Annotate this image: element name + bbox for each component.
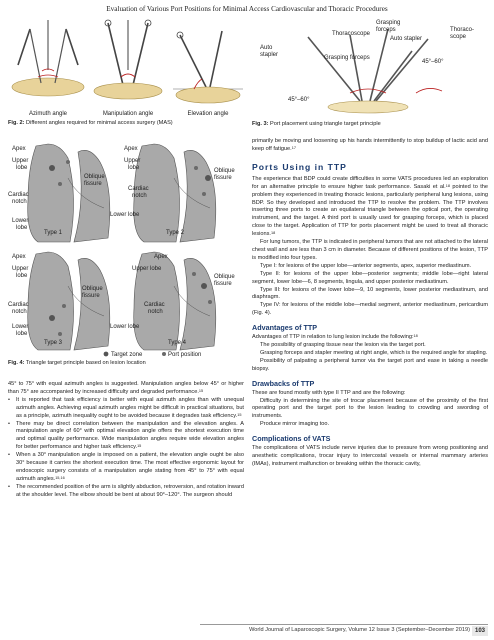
angle-right-label: 45°–60° <box>422 59 444 65</box>
lung-type1-left <box>28 144 74 242</box>
auto-stapler-label: Auto stapler <box>390 36 423 42</box>
legend-port-position-label: Port position <box>168 352 202 358</box>
paragraph-adv-3: Grasping forceps and stapler meeting at right angle, which is the required angle for stapling. <box>260 349 488 356</box>
figure-4 <box>8 138 244 374</box>
port-type2-b <box>202 192 206 196</box>
label-lowerlobe-1: lobe <box>16 225 28 231</box>
label-type2: Type 2 <box>166 230 185 236</box>
figure-2 <box>8 15 248 131</box>
label-fissure-1: fissure <box>84 181 102 187</box>
legend-target-zone-label: Target zone <box>111 352 143 358</box>
elevation-angle-panel <box>173 31 243 103</box>
target-zone-type1 <box>49 165 55 171</box>
port-type1-a <box>66 160 70 164</box>
left-bullets <box>8 397 244 500</box>
paragraph-draw-1: These are found mostly with type II TTP and are the following: <box>252 389 406 396</box>
port-type1-b <box>58 182 62 186</box>
bullet-item: • There may be direct correlation between the manipulation and the elevation angles. A manipulation angle of 60° with optimal elevation angle offers the shortest execution time and optimal quality performance. Wide manipulation angles require wide elevation angles for better performance and higher task efficiency.$^{15}$ <box>8 421 244 453</box>
label-notch-2: notch <box>132 193 147 199</box>
forceps-label: forceps <box>376 27 396 33</box>
angle-bottom-label: 45°–60° <box>288 97 310 103</box>
paragraph-adv-2: The possibility of grasping tissue near the lesion via the target port. <box>260 342 426 349</box>
figure-2-caption: Fig. 2: Different angles required for minimal access surgery (MAS) <box>8 120 173 126</box>
azimuth-angle-panel <box>12 20 84 96</box>
heading-complications: Complications of VATS <box>252 434 331 444</box>
label-fissure-3: fissure <box>82 293 100 299</box>
label-apex-3: Apex <box>12 254 26 260</box>
paragraph-adv-1: Advantages of TTP in relation to lung lesion include the following:$^{18}$ <box>252 334 418 341</box>
label-upper-3: Upper <box>12 266 29 272</box>
label-cardiac-3: Cardiac <box>8 302 29 308</box>
label-fissure-4: fissure <box>214 281 232 287</box>
label-upper-1: Upper <box>12 158 29 164</box>
bullet-item: • It is reported that task efficiency is better with equal azimuth angles than with unequal azimuth angles. Achieving equal azimuth angles might be difficult in practical situations, but as a principle, azimuth inequality ought to be avoided because it degrades task efficiency.$^{15}$ <box>8 397 244 421</box>
heading-drawbacks: Drawbacks of TTP <box>252 378 315 388</box>
paragraph-type3: Type III: for lesions of the lower lobe—9, 10 segments, lower posterior mediastinum, and diaphragm. <box>252 286 488 301</box>
label-lowerlobe-2: Lower lobe <box>110 212 140 218</box>
label-notch-3: notch <box>12 309 27 315</box>
stapler-label: stapler <box>260 52 279 58</box>
figure-4-illustration <box>8 138 244 360</box>
figure-2-illustration <box>8 15 248 119</box>
label-oblique-4: Oblique <box>214 274 235 280</box>
label-oblique-1: Oblique <box>84 174 105 180</box>
bullet-item: • When a 30° manipulation angle is imposed on a patient, the elevation angle ought be also 30° because it carries the shortest execution time. The most effective ergonomic layout for endoscopic surgery consists of a manipulation angle stating from 45° to 75° with equal azimuth angles.$^{15,16}$ <box>8 452 244 484</box>
right-column <box>252 138 488 469</box>
auto-label: Auto <box>260 45 273 51</box>
label-apex-2: Apex <box>124 146 138 152</box>
port-type4-a <box>192 272 196 276</box>
left-column <box>8 381 244 500</box>
label-lobe-3: lobe <box>16 273 28 279</box>
paragraph-draw-3: Produce mirror imaging too. <box>260 421 330 428</box>
grasping-label: Grasping <box>376 20 401 26</box>
label-notch-1: notch <box>12 199 27 205</box>
lung-type2-right <box>180 150 216 242</box>
journal-citation: World Journal of Laparoscopic Surgery, Volume 12 Issue 3 (September–December 2019) <box>249 627 470 633</box>
running-header: Evaluation of Various Port Positions for Minimal Access Cardiovascular and Thoracic Procedures <box>106 5 388 13</box>
scope-label: scope <box>450 34 467 40</box>
label-lowerlobe-3: lobe <box>16 331 28 337</box>
lung-type1-right <box>74 150 110 242</box>
figure-4-caption: Fig. 4: Triangle target principle based on lesion location <box>8 360 146 366</box>
label-lobe-1: lobe <box>16 165 28 171</box>
label-upperlobe-4: Upper lobe <box>132 266 162 272</box>
paragraph-type2: Type II: for lesions of the upper lobe—posterior segments; middle lobe—right lateral segment, lower lobe—6, 8 segments, lingula, and upper posterior mediastinum. <box>252 270 488 285</box>
figure-3-illustration <box>252 15 488 119</box>
label-upper-2: Upper <box>124 158 141 164</box>
label-lower-3: Lower <box>12 324 29 330</box>
target-zone-type3 <box>49 315 55 321</box>
section-heading-ports-ttp: Ports Using in TTP <box>252 161 347 172</box>
figure-3 <box>252 15 488 133</box>
label-type4: Type 4 <box>168 340 187 346</box>
label-lower-1: Lower <box>12 218 29 224</box>
heading-advantages: Advantages of TTP <box>252 323 318 333</box>
lung-type4-right <box>180 258 216 350</box>
manipulation-angle-panel <box>94 20 162 99</box>
thoracoscope-label: Thoracoscope <box>332 31 371 37</box>
label-apex-1: Apex <box>12 146 26 152</box>
port-type2-a <box>194 166 198 170</box>
bullet-item: • The recommended position of the arm is slightly abduction, retroversion, and rotation inward at the shoulder level. The elbow should be bent at about 90°–120°. The surgeon should <box>8 484 244 500</box>
figure-3-caption: Fig. 3: Port placement using triangle target principle <box>252 121 381 127</box>
left-intro: 45° to 75° with equal azimuth angles is suggested. Manipulation angles below 45° or higher than 75° are accompanied by increased difficulty and degraded performance.$^{15}$ <box>8 381 244 395</box>
legend-port-position-icon <box>162 352 166 356</box>
legend-target-zone-icon <box>104 352 109 357</box>
elevation-angle-label: Elevation angle <box>187 111 229 117</box>
label-oblique-2: Oblique <box>214 168 235 174</box>
grasping-forceps-label: Grasping forceps <box>324 55 370 61</box>
manipulation-angle-label: Manipulation angle <box>102 111 154 117</box>
paragraph-draw-2: Difficulty in determining the site of trocar placement because of the proximity of the first operating port and the target port to the lesion leading to crowding and swording of instruments. <box>252 397 488 420</box>
label-cardiac-2: Cardiac <box>128 186 149 192</box>
azimuth-angle-label: Azimuth angle <box>28 111 68 117</box>
paragraph-ttp-2: For lung tumors, the TTP is indicated in peripheral tumors that are not attached to the lateral chest wall and are less than 3 cm in diameter. Because of different positions of the lesion, TTP is modified into four types. <box>252 239 488 261</box>
target-zone-type4 <box>201 283 207 289</box>
label-fissure-2: fissure <box>214 175 232 181</box>
paragraph-adv-4: Possibility of palpating a peripheral tumor via the target port and ease in taking a needle biopsy. <box>252 357 488 372</box>
label-type1: Type 1 <box>44 230 63 236</box>
label-cardiac-1: Cardiac <box>8 192 29 198</box>
lung-type3-left <box>28 252 74 350</box>
label-oblique-3: Oblique <box>82 286 103 292</box>
paragraph-comp-1: The complications of VATS include nerve injuries due to pressure from wrong positioning and anesthetic complications, trocar injury to intercostal vessels or internal mammary arteries (IMAs), instrument malfunction or breaking within the thoracic cavity, <box>252 445 488 467</box>
port-type3-a <box>62 304 66 308</box>
thoraco-label: Thoraco- <box>450 27 475 33</box>
paragraph-ttp-1: The experience that BDP could create difficulties in some VATS procedures led an exploration for an alternative principle to ensure higher task performance. Sasaki et al.$^{18}$ pointed to the problem they experienced in treating thoracic lesions, particularly peripheral lung lesions, using BDP. So they developed and introduced the TTP to resolve the problem. The TTP involves inserting three ports to create an equilateral triangle between the optical port, the operating instrument, and the target. A third port is usually used for grasping forceps, which is placed close to the target. Application of TTP for ports placement might be used to treat all thoracic lesions.$^{18}$ <box>252 175 488 238</box>
paragraph-type4: Type IV: for lesions of the middle lobe—medial segment, anterior mediastinum, pericardium (Fig. 4). <box>252 302 488 317</box>
label-lowerlobe-4: Lower lobe <box>110 324 140 330</box>
target-zone-type2 <box>205 175 211 181</box>
page-footer <box>200 624 488 636</box>
label-lobe-2: lobe <box>128 165 140 171</box>
label-apex-4: Apex <box>154 254 168 260</box>
page-number: 103 <box>472 626 488 636</box>
port-type3-b <box>58 332 62 336</box>
port-type4-b <box>208 300 212 304</box>
paragraph-type1: Type I: for lesions of the upper lobe—anterior segments, apex, superior mediastinum. <box>260 262 472 269</box>
label-type3: Type 3 <box>44 340 63 346</box>
right-intro: primarily be moving and loosening up his hands intermittently to stop buildup of lactic acid and keep off fatigue.$^{17}$ <box>252 138 488 152</box>
lung-type3-right <box>74 258 110 350</box>
label-notch-4: notch <box>148 309 163 315</box>
label-cardiac-4: Cardiac <box>144 302 165 308</box>
